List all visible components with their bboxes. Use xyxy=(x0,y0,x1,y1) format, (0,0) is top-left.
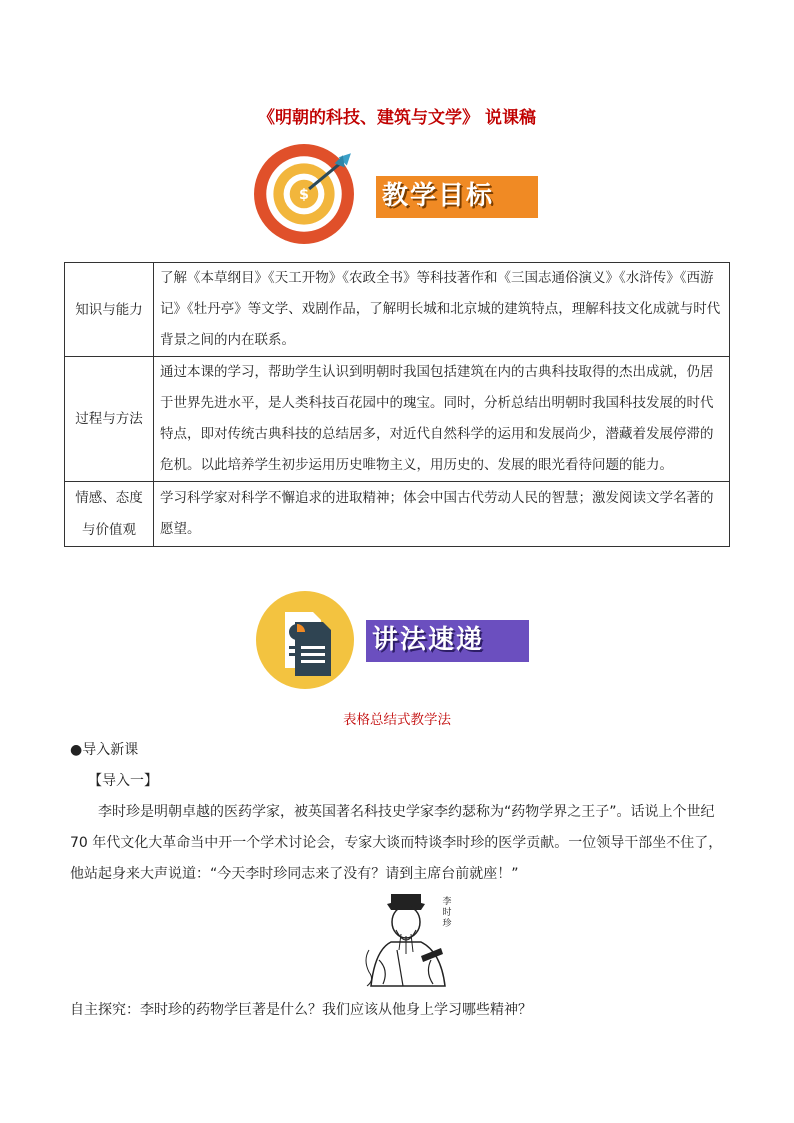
row-label: 知识与能力 xyxy=(65,263,154,357)
row-content: 了解《本草纲目》《天工开物》《农政全书》等科技著作和《三国志通俗演义》《水浒传》《西游记》《牡丹亭》等文学、戏剧作品，了解明长城和北京城的建筑特点，理解科技文化成就与时代背景之间的内在联系。 xyxy=(154,263,730,357)
svg-text:$: $ xyxy=(299,187,309,204)
method-title: 表格总结式教学法 xyxy=(343,712,451,728)
intro-paragraph: 李时珍是明朝卓越的医药学家，被英国著名科技史学家李约瑟称为“药物学界之王子”。话说上个世纪 70 年代文化大革命当中开一个学术讨论会，专家大谈而特谈李时珍的医学贡献。一位领导干部坐不住了，他站起身来大声说道：“今天李时珍同志来了没有？请到主席台前就座！” xyxy=(70,804,723,882)
row-content: 通过本课的学习，帮助学生认识到明朝时我国包括建筑在内的古典科技取得的杰出成就，仍居于世界先进水平，是人类科技百花园中的瑰宝。同时，分析总结出明朝时我国科技发展的时代特点，即对传统古典科技的总结居多，对近代自然科学的运用和发展尚少，潜藏着发展停滞的危机。以此培养学生初步运用历史唯物主义，用历史的、发展的眼光看待问题的能力。 xyxy=(154,357,730,482)
row-label: 情感、态度与价值观 xyxy=(65,482,154,547)
goals-banner-label: 教学目标 xyxy=(382,181,495,211)
goals-banner xyxy=(376,176,538,218)
intro-heading: 【导入一】 xyxy=(88,773,158,789)
bullet-intro: ●导入新课 xyxy=(70,742,139,758)
row-label: 过程与方法 xyxy=(65,357,154,482)
question-text: 自主探究：李时珍的药物学巨著是什么？我们应该从他身上学习哪些精神？ xyxy=(70,1002,532,1018)
li-shizhen-portrait xyxy=(361,890,461,988)
portrait-caption: 李时珍 xyxy=(442,897,452,929)
page-title: 《明朝的科技、建筑与文学》 说课稿 xyxy=(258,108,536,128)
table-row xyxy=(65,263,730,357)
document-chart-icon xyxy=(255,590,355,690)
table-row xyxy=(65,357,730,482)
table-row xyxy=(65,482,730,547)
method-banner xyxy=(366,620,529,662)
row-content: 学习科学家对科学不懈追求的进取精神；体会中国古代劳动人民的智慧；激发阅读文学名著的愿望。 xyxy=(154,482,730,547)
goals-table xyxy=(64,262,730,547)
method-banner-label: 讲法速递 xyxy=(372,625,485,655)
target-dollar-icon xyxy=(253,143,355,245)
